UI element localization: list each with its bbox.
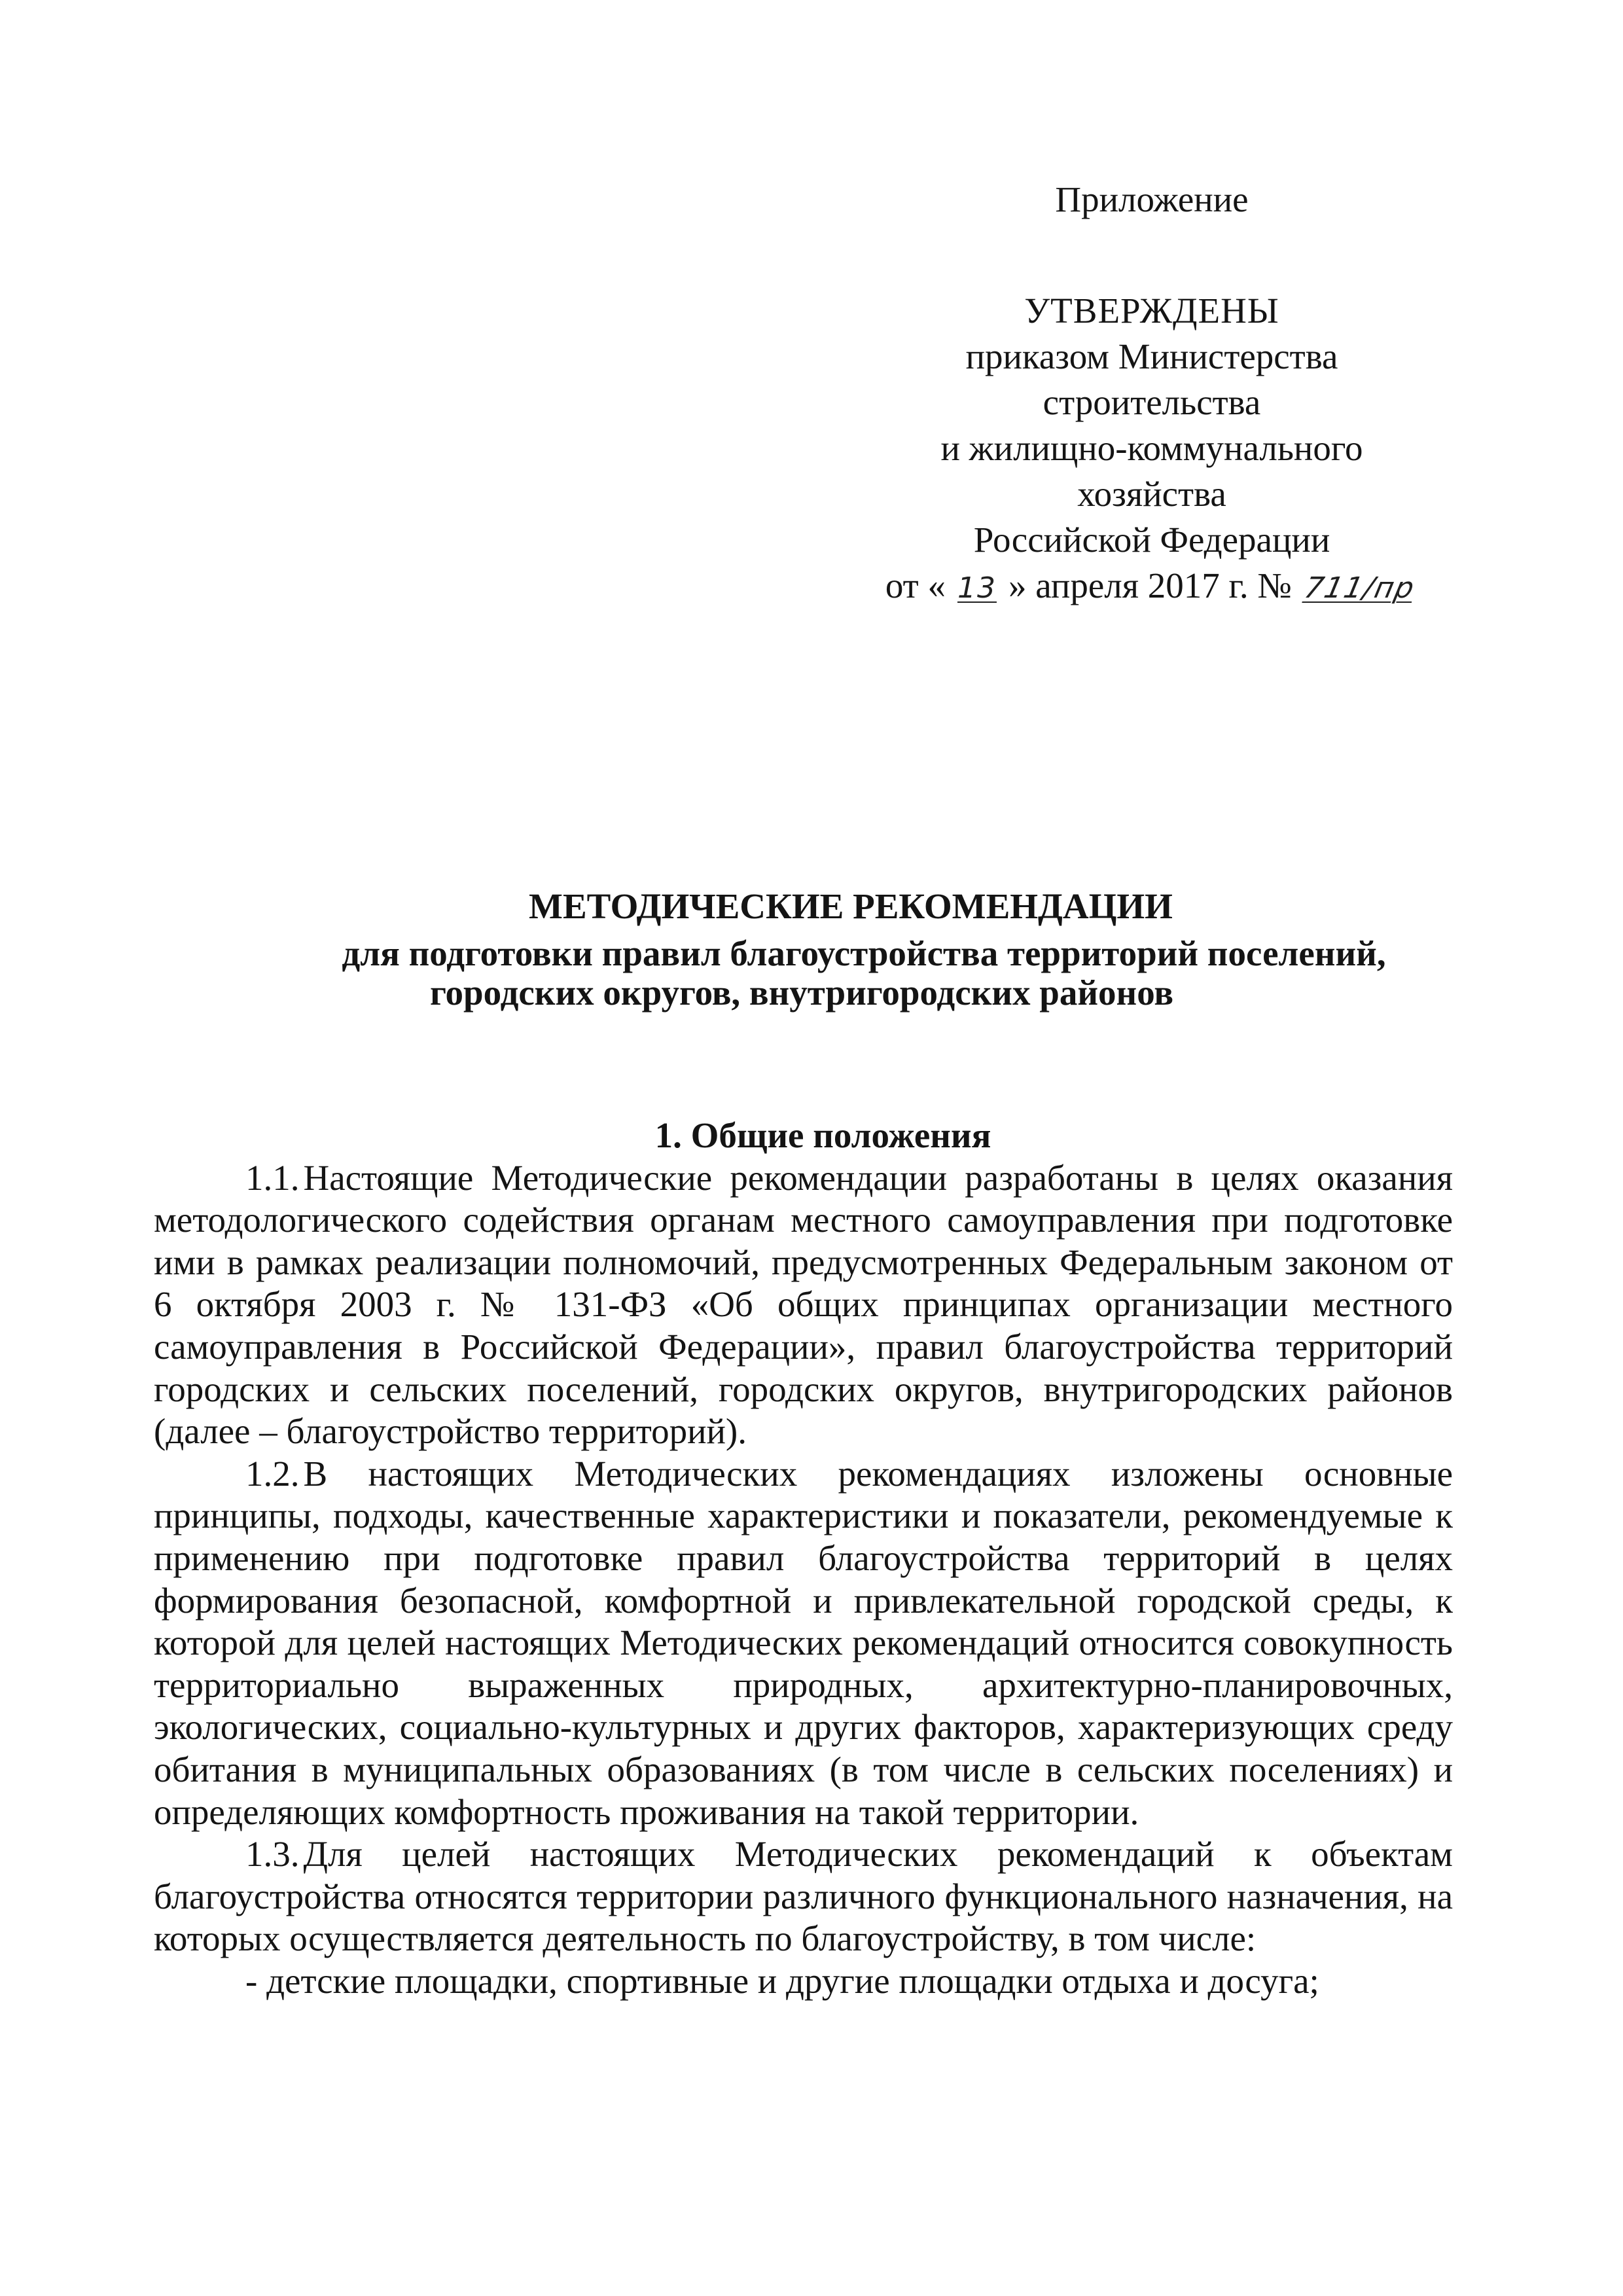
paragraph-1-2 — [154, 1453, 1453, 1833]
paragraph-number: 1.1. — [245, 1157, 300, 1198]
date-middle: » апреля 2017 г. № — [1008, 565, 1292, 605]
title-subtitle-line: для подготовки правил благоустройства территорий поселений, — [342, 933, 1386, 973]
approval-line: хозяйства — [1077, 474, 1226, 514]
paragraph-text: Настоящие Методические рекомендации разработаны в целях оказания методологического содействия органам местного самоуправления при подготовке ими в рамках реализации полномочий, предусмотренных Федеральным законом от 6 октября 2003 г. № 131-ФЗ «Об общих принципах организации местного самоуправления в Российской Федерации», правил благоустройства территорий городских и сельских поселений, городских округов, внутригородских районов (далее – благоустройство территорий). — [154, 1157, 1453, 1452]
approval-line: и жилищно-коммунального — [940, 428, 1363, 468]
paragraph-number: 1.2. — [245, 1453, 300, 1494]
handwritten-day: 13 — [957, 571, 997, 605]
annex-label: Приложение — [1055, 179, 1249, 219]
approval-date-line — [870, 563, 1433, 611]
approval-line: строительства — [1043, 382, 1261, 422]
approved-label: УТВЕРЖДЕНЫ — [1024, 291, 1279, 331]
paragraph-text: Для целей настоящих Методических рекомендаций к объектам благоустройства относятся территории различного функционального назначения, на которых осуществляется деятельность по благоустройству, в том числе: — [154, 1834, 1453, 1959]
list-item: - детские площадки, спортивные и другие площадки отдыха и досуга; — [245, 1960, 1319, 2001]
date-prefix: от « — [885, 565, 946, 605]
title-subtitle-line: городских округов, внутригородских районов — [429, 973, 1174, 1013]
approval-line: приказом Министерства — [965, 336, 1338, 376]
paragraph-text: В настоящих Методических рекомендациях изложены основные принципы, подходы, качественные характеристики и показатели, рекомендуемые к применению при подготовке правил благоустройства территорий в целях формирования безопасной, комфортной и привлекательной городской среды, к которой для целей настоящих Методических рекомендаций относится совокупность территориально выраженных природных, архитектурно-планировочных, экологических, социально-культурных и других факторов, характеризующих среду обитания в муниципальных образованиях (в том числе в сельских поселениях) и определяющих комфортность проживания на такой территории. — [154, 1453, 1453, 1832]
approval-block — [870, 177, 1433, 611]
section-heading: 1. Общие положения — [654, 1115, 991, 1155]
paragraph-1-3 — [154, 1833, 1453, 1960]
document-body — [154, 1115, 1453, 2002]
title-main: МЕТОДИЧЕСКИЕ РЕКОМЕНДАЦИИ — [529, 886, 1173, 926]
document-title — [288, 887, 1414, 1013]
handwritten-order-number: 711/пр — [1301, 571, 1418, 605]
paragraph-number: 1.3. — [245, 1834, 300, 1874]
paragraph-1-1 — [154, 1157, 1453, 1453]
approval-line: Российской Федерации — [973, 520, 1330, 560]
